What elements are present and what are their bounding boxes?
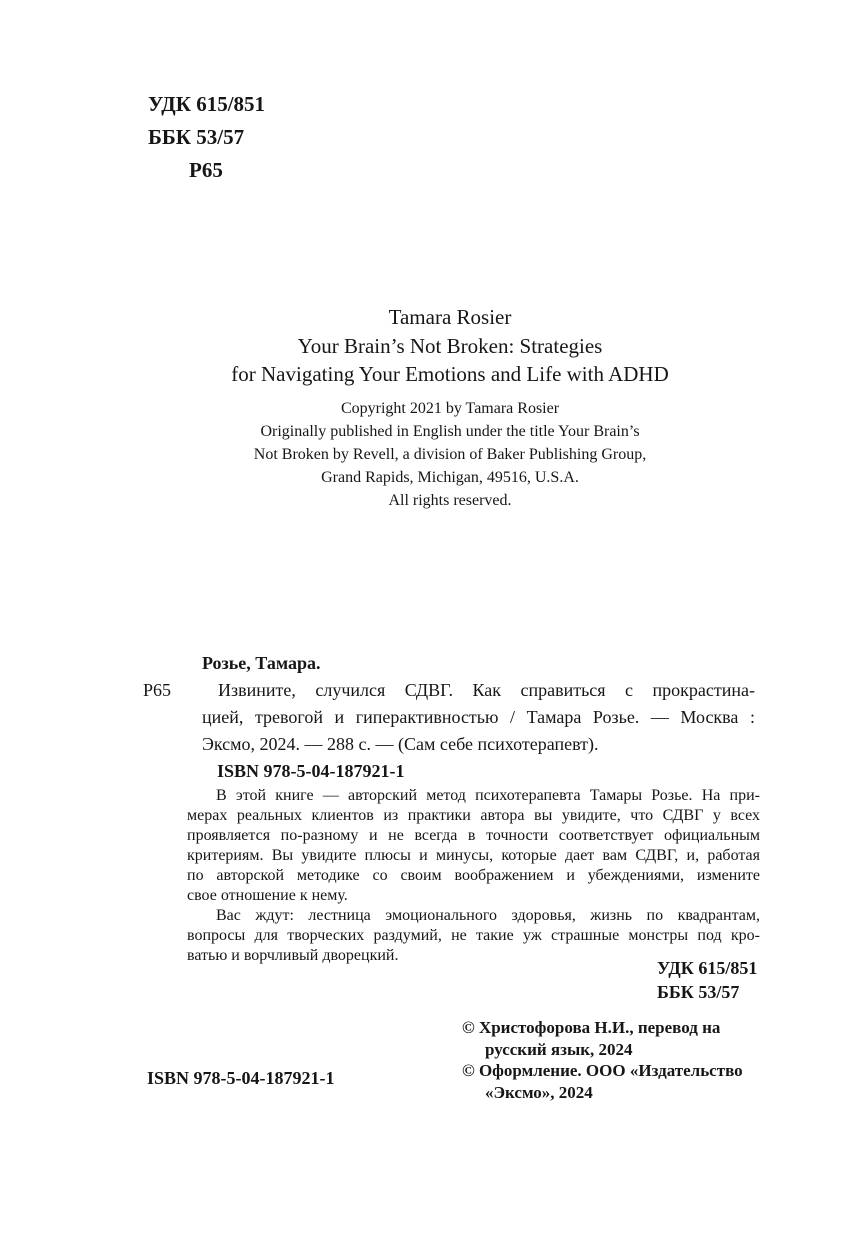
original-title-line: Your Brain’s Not Broken: Strategies bbox=[297, 334, 603, 358]
copyright-notice-line: «Эксмо», 2024 bbox=[485, 1082, 593, 1102]
annotation-line: ватью и ворчливый дворецкий. bbox=[187, 947, 399, 964]
copyright-line: Copyright 2021 by Tamara Rosier bbox=[340, 400, 560, 417]
right-catalog-codes bbox=[657, 956, 757, 1004]
author-sign-code: Р65 bbox=[189, 158, 223, 182]
udk-code: УДК 615/851 bbox=[148, 92, 266, 116]
catalog-card bbox=[143, 650, 755, 758]
bbk-code: ББК 53/57 bbox=[148, 125, 245, 149]
catalog-line: Извините, случился СДВГ. Как справиться с прокрастина- bbox=[218, 680, 755, 700]
annotation-line: по авторской методике со своим воображением и убеждениями, измените bbox=[187, 867, 760, 884]
original-copyright-block bbox=[145, 397, 755, 512]
copyright-line: Grand Rapids, Michigan, 49516, U.S.A. bbox=[321, 469, 579, 486]
annotation-block bbox=[187, 786, 760, 966]
udk-code: УДК 615/851 bbox=[657, 958, 758, 978]
copyright-line: Not Broken by Revell, a division of Baker Publishing Group, bbox=[253, 446, 647, 463]
catalog-margin-code: Р65 bbox=[143, 680, 172, 700]
bbk-code: ББК 53/57 bbox=[657, 982, 740, 1002]
copyright-notice-line: © Оформление. ООО «Издательство bbox=[462, 1061, 743, 1080]
copyright-notice bbox=[462, 1017, 762, 1060]
annotation-line: свое отношение к нему. bbox=[187, 887, 348, 904]
annotation-line: критериям. Вы увидите плюсы и минусы, которые дает вам СДВГ, и, работая bbox=[187, 847, 760, 864]
annotation-line: вопросы для творческих раздумий, не такие уж страшные монстры под кро- bbox=[187, 927, 760, 944]
footer-isbn: ISBN 978-5-04-187921-1 bbox=[147, 1068, 335, 1088]
annotation-line: мерах реальных клиентов из практики автора вы увидите, что СДВГ у всех bbox=[187, 807, 760, 824]
copyright-line: All rights reserved. bbox=[388, 492, 512, 509]
copyright-notice-line: © Христофорова Н.И., перевод на bbox=[462, 1018, 721, 1037]
annotation-line: В этой книге — авторский метод психотерапевта Тамары Розье. На при- bbox=[216, 787, 760, 804]
annotation-line: проявляется по-разному и не всегда в точности соответствует официальным bbox=[187, 827, 760, 844]
original-author: Tamara Rosier bbox=[388, 305, 512, 329]
top-catalog-codes bbox=[148, 88, 265, 187]
catalog-author-heading: Розье, Тамара. bbox=[202, 653, 321, 673]
original-edition-block bbox=[145, 302, 755, 512]
copyright-notice bbox=[462, 1060, 762, 1103]
catalog-line: цией, тревогой и гиперактивностью / Тамара Розье. — Москва : bbox=[202, 707, 755, 727]
catalog-line: Эксмо, 2024. — 288 с. — (Сам себе психотерапевт). bbox=[202, 734, 599, 754]
annotation-line: Вас ждут: лестница эмоционального здоровья, жизнь по квадрантам, bbox=[216, 907, 760, 924]
copyright-line: Originally published in English under the title Your Brain’s bbox=[260, 423, 640, 440]
copyright-notice-line: русский язык, 2024 bbox=[485, 1039, 633, 1059]
original-title-line: for Navigating Your Emotions and Life with ADHD bbox=[231, 362, 669, 386]
catalog-isbn: ISBN 978-5-04-187921-1 bbox=[217, 761, 405, 781]
footer-copyright-block bbox=[462, 1017, 762, 1103]
